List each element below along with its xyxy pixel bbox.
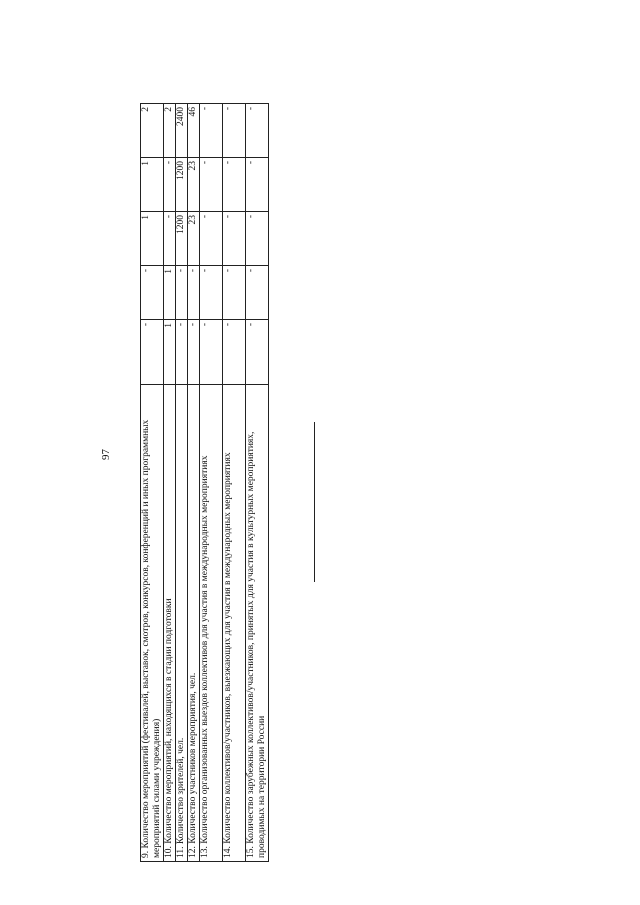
rotated-page [100, 42, 420, 902]
table-row [200, 104, 223, 862]
table-row [141, 104, 164, 862]
row-value: 1200 [176, 158, 188, 212]
row-value: - [246, 212, 269, 266]
row-value: - [223, 158, 246, 212]
table-row [246, 104, 269, 862]
row-value: 46 [188, 104, 200, 158]
indicators-table [140, 103, 269, 862]
row-value: - [188, 320, 200, 385]
row-value: - [200, 266, 223, 320]
row-value: 2 [164, 104, 176, 158]
row-value: - [200, 158, 223, 212]
row-value: - [200, 320, 223, 385]
table-row [164, 104, 176, 862]
row-value: - [223, 212, 246, 266]
row-value: 1 [141, 158, 164, 212]
row-value: 23 [188, 212, 200, 266]
row-value: - [223, 320, 246, 385]
row-value: - [141, 320, 164, 385]
row-value: - [246, 320, 269, 385]
row-label: 11. Количество зрителей, чел. [176, 385, 188, 862]
row-value: 1200 [176, 212, 188, 266]
row-label: 15. Количество зарубежных коллективов/участников, принятых для участия в культурных мероприятиях, проводимых на территории России [246, 385, 269, 862]
row-value: - [223, 104, 246, 158]
row-value: - [200, 104, 223, 158]
row-value: - [246, 266, 269, 320]
row-value: - [176, 266, 188, 320]
row-value: - [246, 104, 269, 158]
row-value: 1 [141, 212, 164, 266]
row-value: - [200, 212, 223, 266]
row-label: 10. Количество мероприятий, находящихся в стадии подготовки [164, 385, 176, 862]
row-value: 1 [164, 266, 176, 320]
row-value: 1 [164, 320, 176, 385]
row-label: 14. Количество коллективов/участников, выезжающих для участия в международных мероприятиях [223, 385, 246, 862]
table-row [223, 104, 246, 862]
row-value: 2 [141, 104, 164, 158]
row-value: - [141, 266, 164, 320]
row-value: 2400 [176, 104, 188, 158]
row-value: - [246, 158, 269, 212]
row-value: - [164, 158, 176, 212]
row-value: 23 [188, 158, 200, 212]
row-value: - [188, 266, 200, 320]
row-value: - [164, 212, 176, 266]
table-row [188, 104, 200, 862]
row-label: 9. Количество мероприятий (фестивалей, выставок, смотров, конкурсов, конференций и иных программных мероприятий силами учреждения) [141, 385, 164, 862]
row-value: - [223, 266, 246, 320]
row-label: 12. Количество участников мероприятия, чел. [188, 385, 200, 862]
row-label: 13. Количество организованных выездов коллективов для участия в международных мероприятиях [200, 385, 223, 862]
table-row [176, 104, 188, 862]
page-number: 97 [100, 449, 112, 460]
separator-line [314, 422, 315, 582]
row-value: - [176, 320, 188, 385]
